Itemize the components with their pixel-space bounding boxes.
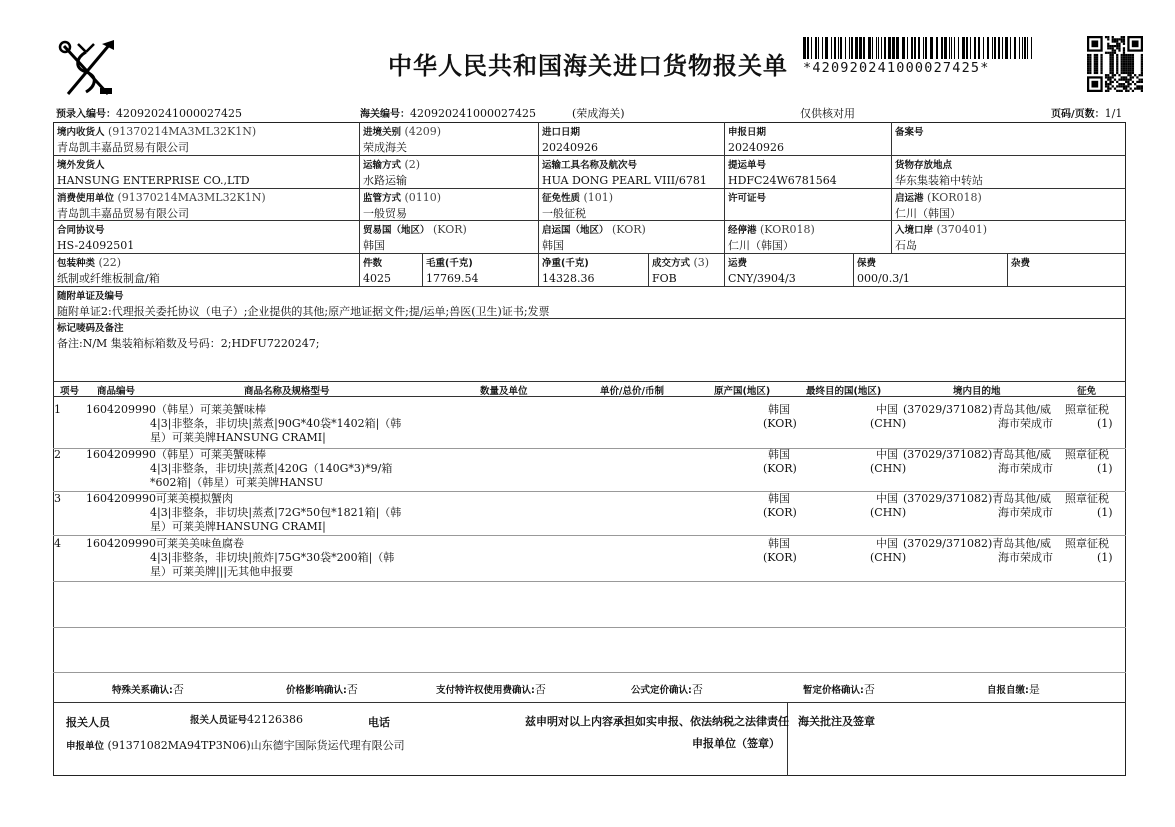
goods-header-name: 商品名称及规格型号 [244,386,330,397]
special-relation-confirm: 特殊关系确认:否 [112,683,184,696]
form-title: 中华人民共和国海关进口货物报关单 [388,51,788,80]
declaring-unit: 申报单位 (91371082MA94TP3N06)山东德宇国际货运代理有限公司 [66,739,405,752]
customs-emblem-icon [56,38,118,100]
qr-code-icon [1087,36,1143,92]
bill-of-lading-cell: 提运单号 HDFC24W6781564 [728,160,837,187]
consumer-cell: 消费使用单位 (91370214MA3ML32K1N) 青岛凯丰嘉品贸易有限公司 [57,191,266,220]
origin-country-cell: 启运国（地区） (KOR) 韩国 [542,223,646,252]
insurance-cell: 保费 000/0.3/1 [857,258,910,285]
self-declare-confirm: 自报自缴:是 [987,683,1040,696]
contract-cell: 合同协议号 HS-24092501 [57,225,135,252]
declarer-cert: 报关人员证号42126386 [190,713,304,726]
goods-header-code: 商品编号 [97,386,136,397]
storage-location-cell: 货物存放地点 华东集装箱中转站 [895,160,983,187]
misc-fee-cell: 杂费 [1011,258,1031,269]
record-number-cell: 备案号 [895,127,924,138]
formula-pricing-confirm: 公式定价确认:否 [631,683,703,696]
barcode-text: *420920241000027425* [803,60,990,76]
customs-number: 海关编号：420920241000027425 [360,107,536,120]
declaration-statement: 兹申明对以上内容承担如实申报、依法纳税之法律责任 [525,715,789,728]
freight-cell: 运费 CNY/3904/3 [728,258,796,285]
goods-header-quantity: 数量及单位 [480,386,528,397]
customs-office: (荣成海关) [572,107,625,120]
transport-mode-cell: 运输方式 (2) 水路运输 [363,158,421,187]
goods-header-price: 单价/总价/币制 [600,386,664,397]
declarer-label: 报关人员 [66,716,110,729]
deal-mode-cell: 成交方式 (3) FOB [652,256,710,285]
shipper-cell: 境外发货人 HANSUNG ENTERPRISE CO.,LTD [57,160,250,187]
goods-header-levy: 征免 [1077,386,1097,397]
customs-approval: 海关批注及签章 [798,715,875,728]
provisional-price-confirm: 暂定价格确认:否 [803,683,875,696]
departure-port-cell: 启运港 (KOR018) 仁川（韩国） [895,191,982,220]
net-weight-cell: 净重(千克) 14328.36 [542,258,595,285]
declare-date-cell: 申报日期 20240926 [728,127,784,154]
entry-customs-cell: 进境关别 (4209) 荣成海关 [363,125,442,154]
marks-cell: 标记唛码及备注 备注:N/M 集装箱标箱数及号码：2;HDFU7220247; [57,323,320,350]
trade-country-cell: 贸易国（地区） (KOR) 韩国 [363,223,467,252]
goods-header-destination-country: 最终目的国(地区) [806,386,882,397]
attached-docs-cell: 随附单证及编号 随附单证2:代理报关委托协议（电子）;企业提供的其他;原产地证据文件;提/运单;兽医(卫生)证书;发票 [57,291,550,318]
supervision-cell: 监管方式 (0110) 一般贸易 [363,191,442,220]
goods-header-domestic-destination: 境内目的地 [953,386,1001,397]
declaring-unit-seal: 申报单位（签章） [692,737,780,750]
license-cell: 许可证号 [728,193,767,204]
price-impact-confirm: 价格影响确认:否 [286,683,358,696]
vessel-cell: 运输工具名称及航次号 HUA DONG PEARL VIII/6781 [542,160,707,187]
phone-label: 电话 [368,716,390,729]
package-cell: 包装种类 (22) 纸制或纤维板制盒/箱 [57,256,160,285]
via-port-cell: 经停港 (KOR018) 仁川（韩国） [728,223,815,252]
page-number: 页码/页数：1/1 [1051,107,1123,120]
entry-port-cell: 入境口岸 (370401) 石岛 [895,223,988,252]
verification-note: 仅供核对用 [800,107,855,120]
royalty-confirm: 支付特许权使用费确认:否 [436,683,546,696]
pieces-cell: 件数 4025 [363,258,391,285]
goods-header-origin: 原产国(地区) [714,386,771,397]
goods-header-no: 项号 [60,386,80,397]
pre-entry-number: 预录入编号：420920241000027425 [56,107,242,120]
consignee-cell: 境内收货人 (91370214MA3ML32K1N) 青岛凯丰嘉品贸易有限公司 [57,125,257,154]
barcode-icon [803,37,1067,59]
levy-nature-cell: 征免性质 (101) 一般征税 [542,191,614,220]
import-date-cell: 进口日期 20240926 [542,127,598,154]
gross-weight-cell: 毛重(千克) 17769.54 [426,258,479,285]
